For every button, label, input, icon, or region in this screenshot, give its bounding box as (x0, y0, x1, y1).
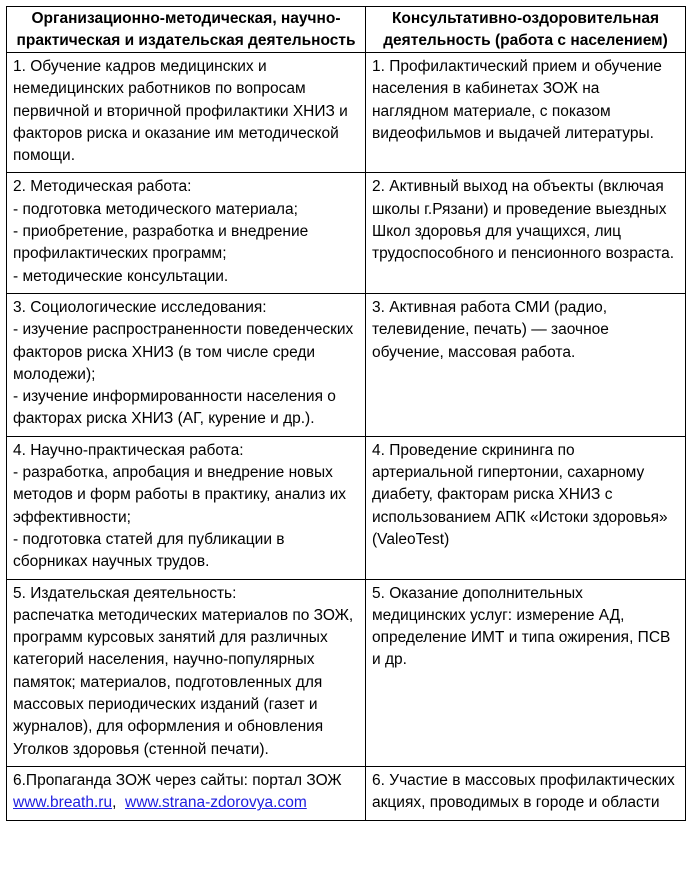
activities-table (6, 6, 686, 821)
cell-line: - приобретение, разработка и внедрение профилактических программ; (13, 223, 309, 263)
header-cell-methodical: Организационно-методическая, научно-практическая и издательская деятельность (7, 7, 366, 53)
cell-line: 6. Участие в массовых профилактических акциях, проводимых в городе и области (372, 771, 675, 812)
cell-right (366, 293, 686, 436)
table-row (7, 436, 686, 579)
breath-link[interactable]: www.breath.ru (13, 794, 113, 812)
table-row (7, 53, 686, 173)
cell-line: 4. Научно-практическая работа: (13, 441, 244, 459)
cell-right (366, 173, 686, 293)
cell-line: - подготовка статей для публикации в сборниках научных трудов. (13, 530, 285, 571)
cell-left (7, 53, 366, 173)
cell-right (366, 436, 686, 579)
cell-line: 2. Методическая работа: (13, 178, 192, 196)
header-cell-consultative: Консультативно-оздоровительная деятельность (работа с населением) (366, 7, 686, 53)
cell-line: 3. Активная работа СМИ (радио, телевидение, печать) — заочное обучение, массовая работа. (372, 298, 609, 361)
cell-line: - подготовка методического материала; (13, 200, 298, 218)
cell-line: 4. Проведение скрининга по артериальной гипертонии, сахарному диабету, факторам риска ХНИЗ с использованием АПК «Истоки здоровья» (ValeoTest) (372, 441, 668, 548)
cell-line: 5. Оказание дополнительных медицинских услуг: измерение АД, определение ИМТ и типа ожирения, ПСВ и др. (372, 584, 671, 669)
cell-right (366, 579, 686, 766)
cell-line: - разработка, апробация и внедрение новых методов и форм работы в практику, анализ их эффективности; (13, 464, 347, 526)
cell-line: 5. Издательская деятельность: (13, 584, 237, 602)
table-row (7, 173, 686, 293)
cell-line: - изучение распространенности поведенческих факторов риска ХНИЗ (в том числе среди молодежи); (13, 321, 354, 383)
cell-line: - методические консультации. (13, 267, 229, 285)
cell-line: распечатка методических материалов по ЗОЖ, программ курсовых занятий для различных категорий населения, научно-популярных памяток; материалов, подготовленных для массовых периодических изданий (газет и журналов), для оформления и обновления Уголков здоровья (стенной печати). (13, 606, 354, 758)
cell-left (7, 579, 366, 766)
cell-line: - изучение информированности населения о факторах риска ХНИЗ (АГ, курение и др.). (13, 388, 336, 428)
header-row (7, 7, 686, 53)
cell-right (366, 53, 686, 173)
cell-right (366, 766, 686, 820)
table-row (7, 766, 686, 820)
cell-left (7, 173, 366, 293)
cell-line: 3. Социологические исследования: (13, 298, 267, 316)
strana-zdorovya-link[interactable]: www.strana-zdorovya.com (125, 794, 307, 812)
cell-left (7, 766, 366, 820)
cell-left (7, 436, 366, 579)
table-row (7, 579, 686, 766)
cell-line: 1. Обучение кадров медицинских и немедицинских работников по вопросам первичной и вторичной профилактики ХНИЗ и факторов риска и оказание им методической помощи. (13, 58, 348, 165)
cell-line: 2. Активный выход на объекты (включая школы г.Рязани) и проведение выездных Школ здоровья для учащихся, лиц трудоспособного и пенсионного возраста. (372, 178, 675, 263)
cell-left (7, 293, 366, 436)
link-separator: , (112, 794, 125, 812)
table-row (7, 293, 686, 436)
propaganda-text: 6.Пропаганда ЗОЖ через сайты: портал ЗОЖ (13, 771, 342, 789)
cell-line: 1. Профилактический прием и обучение населения в кабинетах ЗОЖ на наглядном материале, с показом видеофильмов и выдачей литературы. (372, 58, 662, 142)
